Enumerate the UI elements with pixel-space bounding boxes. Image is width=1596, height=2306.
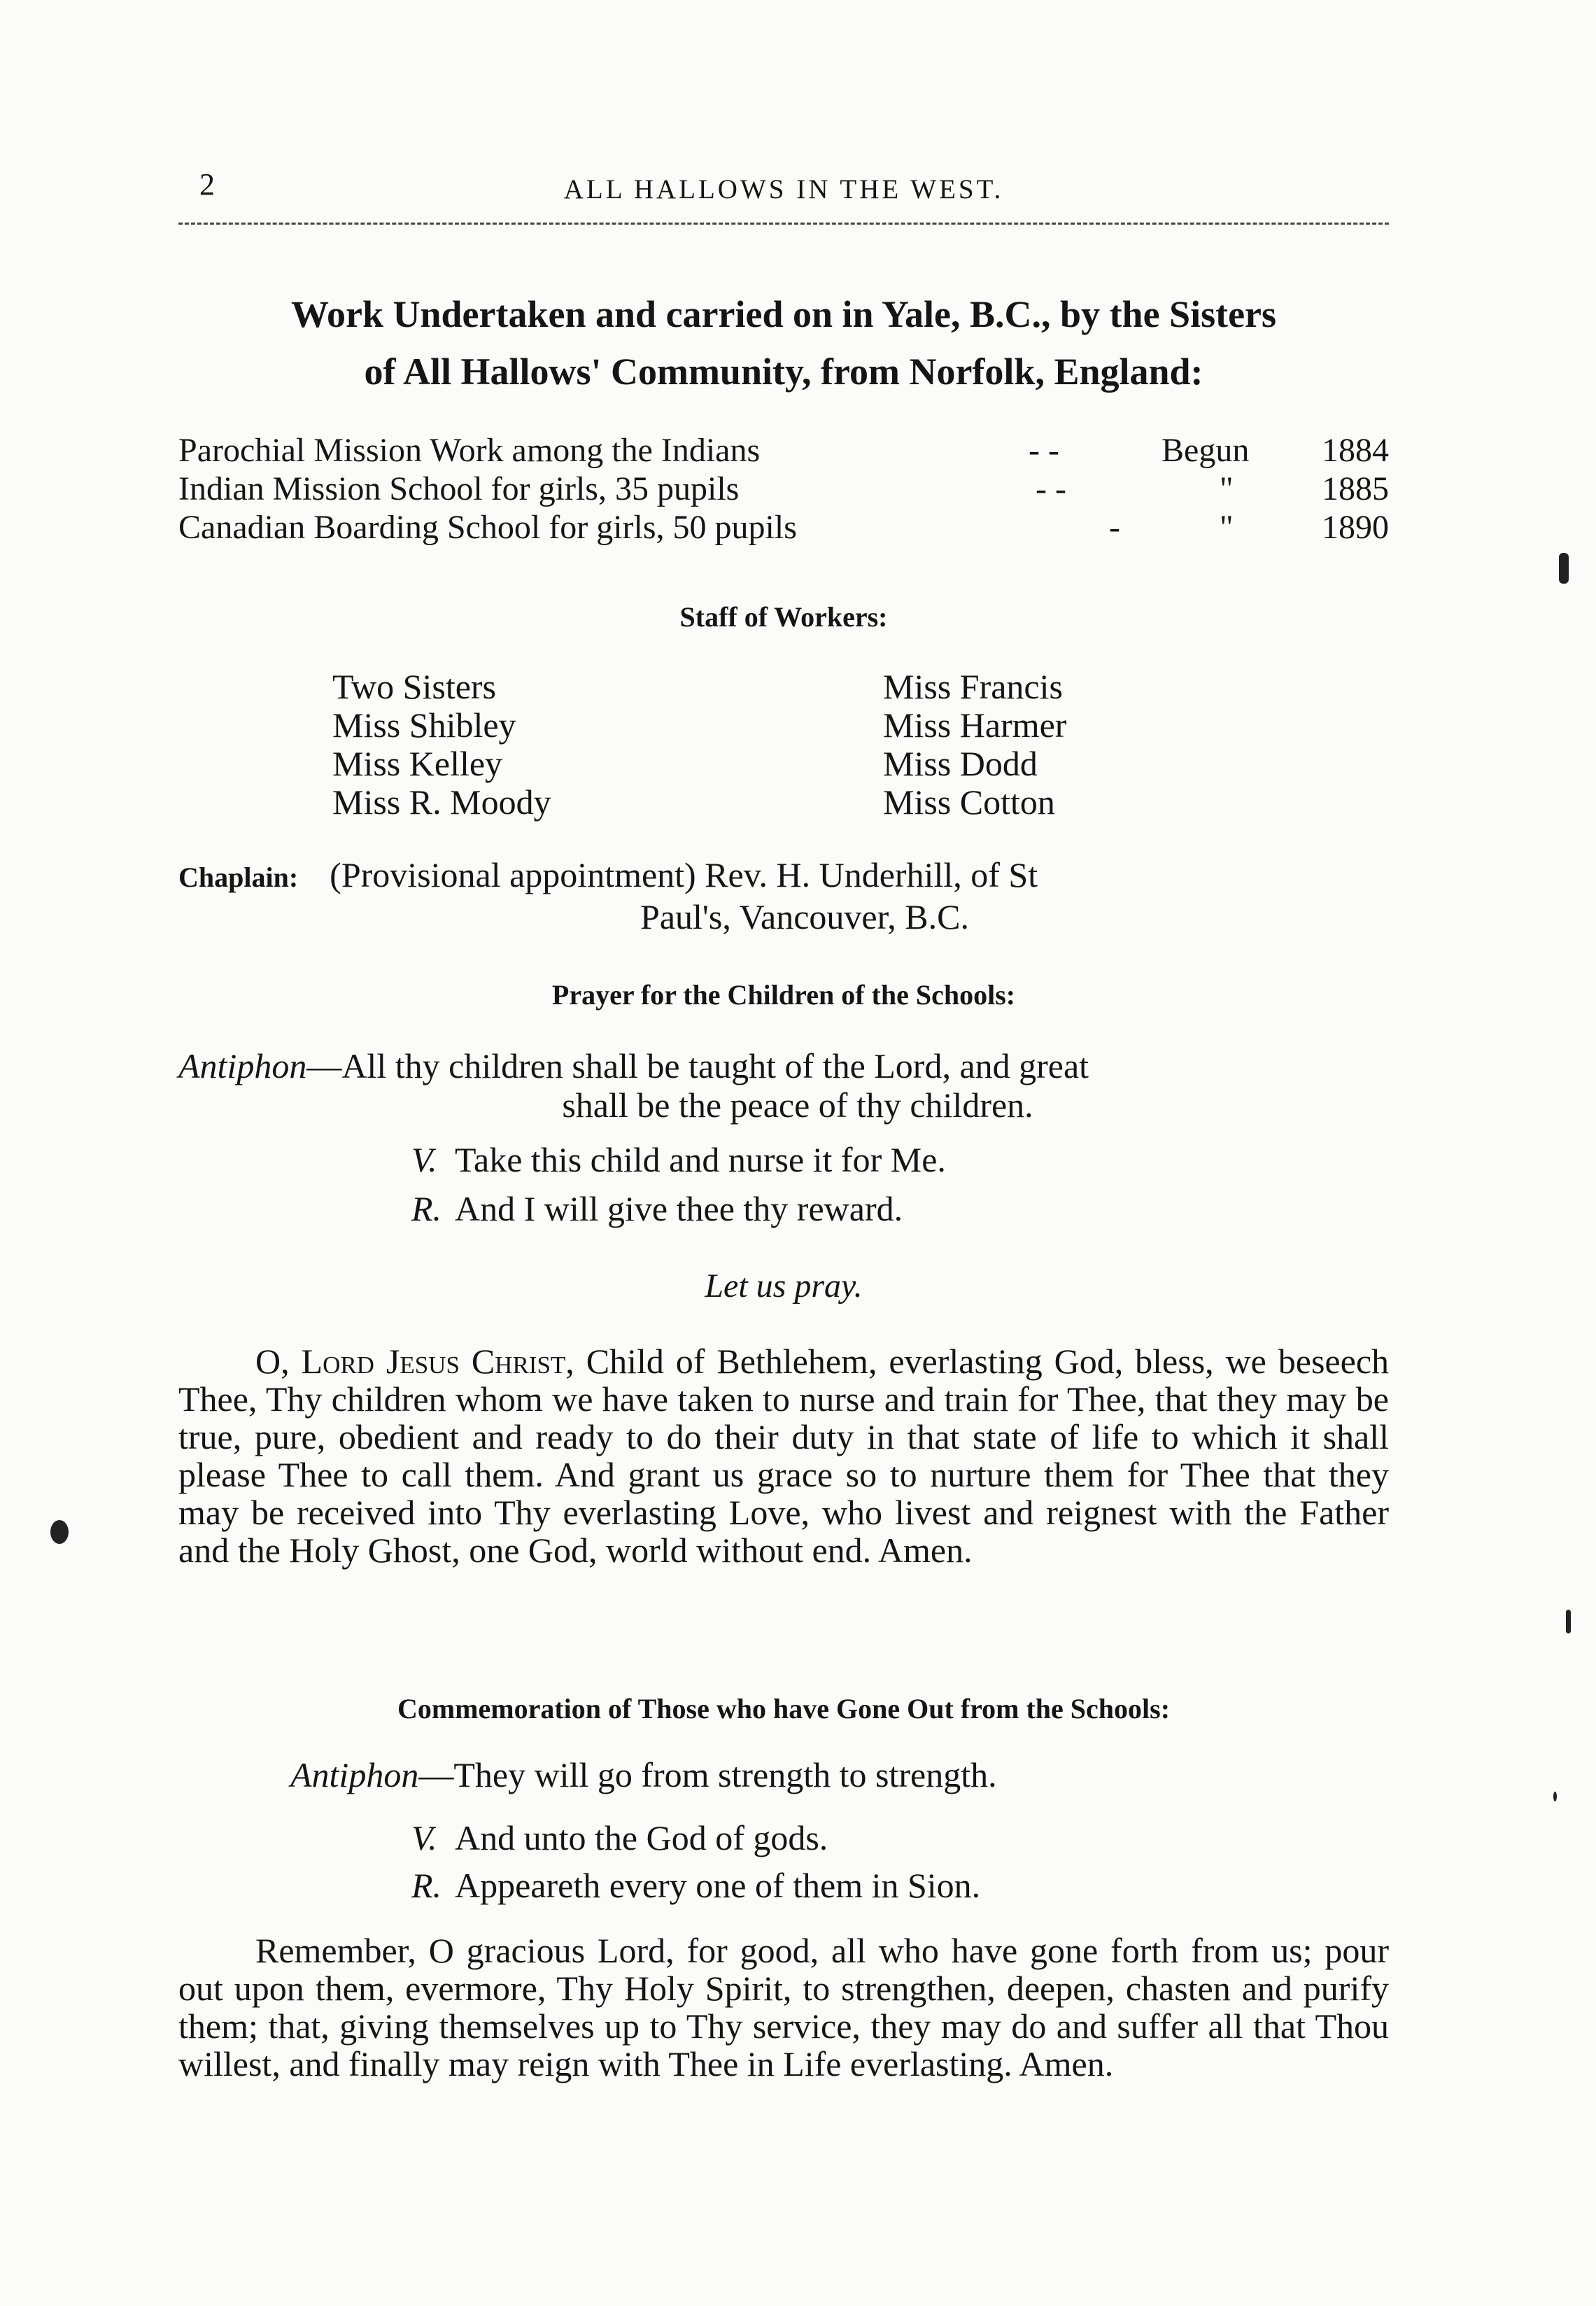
response-text: And I will give thee thy reward. — [455, 1189, 903, 1228]
prayer-versicle — [411, 1139, 946, 1180]
staff-name: Miss R. Moody — [332, 782, 551, 822]
commemoration-versicle — [411, 1818, 828, 1858]
scan-mark — [1559, 553, 1569, 584]
work-dash: - - — [1036, 470, 1066, 507]
prayer-body — [178, 1342, 1389, 1569]
chaplain-entry — [178, 855, 1389, 936]
commemoration-heading: Commemoration of Those who have Gone Out from the Schools: — [397, 1693, 1171, 1724]
work-year: 1890 — [1322, 509, 1389, 546]
main-heading-line-2: of All Hallows' Community, from Norfolk, England: — [364, 351, 1203, 393]
response-label: R. — [411, 1866, 442, 1905]
work-description: Parochial Mission Work among the Indians — [178, 432, 761, 469]
staff-heading: Staff of Workers: — [679, 601, 888, 633]
main-heading-line-1: Work Undertaken and carried on in Yale, B.C., by the Sisters — [290, 293, 1277, 335]
work-dash: - — [1109, 509, 1120, 546]
commemoration-text: Remember, O gracious Lord, for good, all who have gone forth from us; pour out upon them, evermore, Thy Holy Spirit, to strengthen, deepen, chasten and purify them; that, giving themselves up to Thy service, they may do and suffer all that Thou willest, and finally may reign with Thee in Life everlasting. Amen. — [178, 1931, 1389, 2083]
work-row — [178, 431, 1389, 470]
versicle-text: Take this child and nurse it for Me. — [455, 1140, 946, 1179]
scan-mark — [50, 1520, 69, 1544]
work-ditto: " — [1220, 509, 1234, 546]
antiphon-text: —They will go from strength to strength. — [418, 1755, 997, 1794]
commemoration-response — [411, 1865, 980, 1906]
work-description: Indian Mission School for girls, 35 pupils — [178, 470, 740, 507]
prayer-response — [411, 1188, 903, 1229]
versicle-label: V. — [411, 1818, 437, 1857]
staff-name: Two Sisters — [332, 667, 497, 706]
staff-name: Miss Dodd — [883, 744, 1038, 783]
let-us-pray: Let us pray. — [705, 1267, 863, 1305]
chaplain-label: Chaplain: — [178, 862, 299, 893]
antiphon-text-line-2: shall be the peace of thy children. — [562, 1085, 1033, 1125]
staff-name: Miss Cotton — [883, 782, 1055, 822]
prayer-heading: Prayer for the Children of the Schools: — [551, 979, 1016, 1011]
work-ditto: " — [1220, 470, 1234, 507]
response-text: Appeareth every one of them in Sion. — [455, 1866, 981, 1905]
main-heading — [175, 286, 1392, 400]
antiphon-label: Antiphon — [178, 1046, 307, 1085]
work-year: 1884 — [1322, 432, 1389, 469]
staff-list-right — [883, 668, 1066, 822]
scan-mark — [1553, 1792, 1557, 1801]
antiphon-text: —All thy children shall be taught of the Lord, and great — [306, 1046, 1089, 1085]
work-begun: Begun — [1161, 432, 1250, 469]
work-description: Canadian Boarding School for girls, 50 pupils — [178, 509, 797, 546]
work-dash: - - — [1029, 432, 1059, 469]
page-number: 2 — [199, 167, 215, 202]
staff-name: Miss Harmer — [883, 705, 1067, 745]
running-header — [178, 167, 1389, 209]
staff-list-left — [332, 668, 551, 822]
staff-name: Miss Kelley — [332, 744, 503, 783]
versicle-label: V. — [411, 1140, 437, 1179]
staff-name: Miss Francis — [883, 667, 1063, 706]
scan-mark — [1566, 1610, 1571, 1633]
prayer-invocation: O, Lord Jesus Christ, — [255, 1342, 574, 1381]
prayer-antiphon — [178, 1046, 1389, 1125]
header-rule — [178, 223, 1389, 225]
work-row — [178, 470, 1389, 508]
running-title: ALL HALLOWS IN THE WEST. — [563, 174, 1004, 204]
prayer-text: Child of Bethlehem, everlasting God, bless, we beseech Thee, Thy children whom we have taken to nurse and train for Thee, that they may be true, pure, obedient and ready to do their duty in that state of life to which it shall please Thee to call them. And grant us grace so to nurture them for Thee that they may be received into Thy everlasting Love, who livest and reignest with the Father and the Holy Ghost, one God, world without end. Amen. — [178, 1342, 1390, 1570]
response-label: R. — [411, 1189, 442, 1228]
work-row — [178, 508, 1389, 547]
staff-name: Miss Shibley — [332, 705, 516, 745]
chaplain-text: (Provisional appointment) Rev. H. Underhill, of St — [330, 855, 1038, 894]
commemoration-antiphon — [290, 1755, 997, 1794]
work-year: 1885 — [1322, 470, 1389, 507]
commemoration-body — [178, 1932, 1389, 2083]
antiphon-label: Antiphon — [290, 1755, 419, 1794]
versicle-text: And unto the God of gods. — [455, 1818, 828, 1857]
chaplain-text-line-2: Paul's, Vancouver, B.C. — [640, 897, 969, 936]
